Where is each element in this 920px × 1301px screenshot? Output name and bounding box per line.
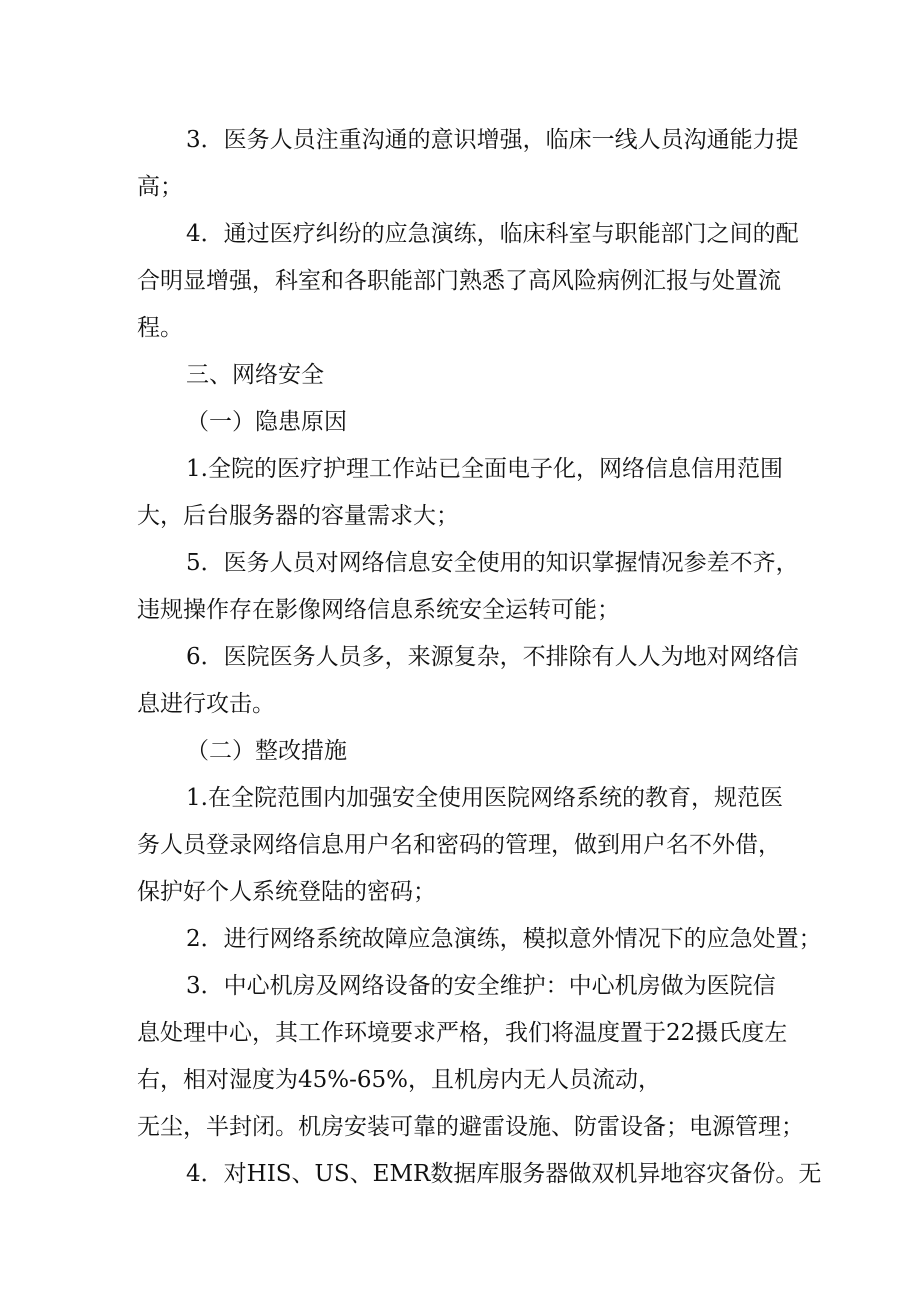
paragraph-line: 无尘，半封闭。机房安装可靠的避雷设施、防雷设备；电源管理； <box>137 1114 804 1140</box>
paragraph-line: 3．中心机房及网络设备的安全维护：中心机房做为医院信 <box>186 973 776 999</box>
paragraph-line: 1.在全院范围内加强安全使用医院网络系统的教育，规范医 <box>186 785 783 811</box>
paragraph-line: 务人员登录网络信息用户名和密码的管理，做到用户名不外借， <box>137 832 781 858</box>
paragraph-line: 息处理中心，其工作环境要求严格，我们将温度置于22摄氏度左 <box>137 1020 788 1046</box>
section-heading: 三、网络安全 <box>186 362 324 388</box>
paragraph-line: 3．医务人员注重沟通的意识增强，临床一线人员沟通能力提 <box>186 127 799 153</box>
paragraph-line: 保护好个人系统登陆的密码； <box>137 879 436 905</box>
paragraph-line: 大，后台服务器的容量需求大； <box>137 503 459 529</box>
subsection-heading: （二）整改措施 <box>186 738 347 764</box>
subsection-heading: （一）隐患原因 <box>186 409 347 435</box>
paragraph-line: 2．进行网络系统故障应急演练，模拟意外情况下的应急处置； <box>186 926 822 952</box>
paragraph-line: 1.全院的医疗护理工作站已全面电子化，网络信息信用范围 <box>186 456 783 482</box>
paragraph-line: 程。 <box>137 315 183 341</box>
paragraph-line: 6．医院医务人员多，来源复杂，不排除有人人为地对网络信 <box>186 644 799 670</box>
paragraph-line: 合明显增强，科室和各职能部门熟悉了高风险病例汇报与处置流 <box>137 268 781 294</box>
paragraph-line: 4．通过医疗纠纷的应急演练，临床科室与职能部门之间的配 <box>186 221 799 247</box>
paragraph-line: 右，相对湿度为45%-65%，且机房内无人员流动， <box>137 1067 662 1093</box>
paragraph-line: 4．对HIS、US、EMR数据库服务器做双机异地容灾备份。无 <box>186 1161 822 1187</box>
paragraph-line: 违规操作存在影像网络信息系统安全运转可能； <box>137 597 620 623</box>
paragraph-line: 高； <box>137 174 183 200</box>
paragraph-line: 息进行攻击。 <box>137 691 275 717</box>
paragraph-line: 5．医务人员对网络信息安全使用的知识掌握情况参差不齐， <box>186 550 799 576</box>
